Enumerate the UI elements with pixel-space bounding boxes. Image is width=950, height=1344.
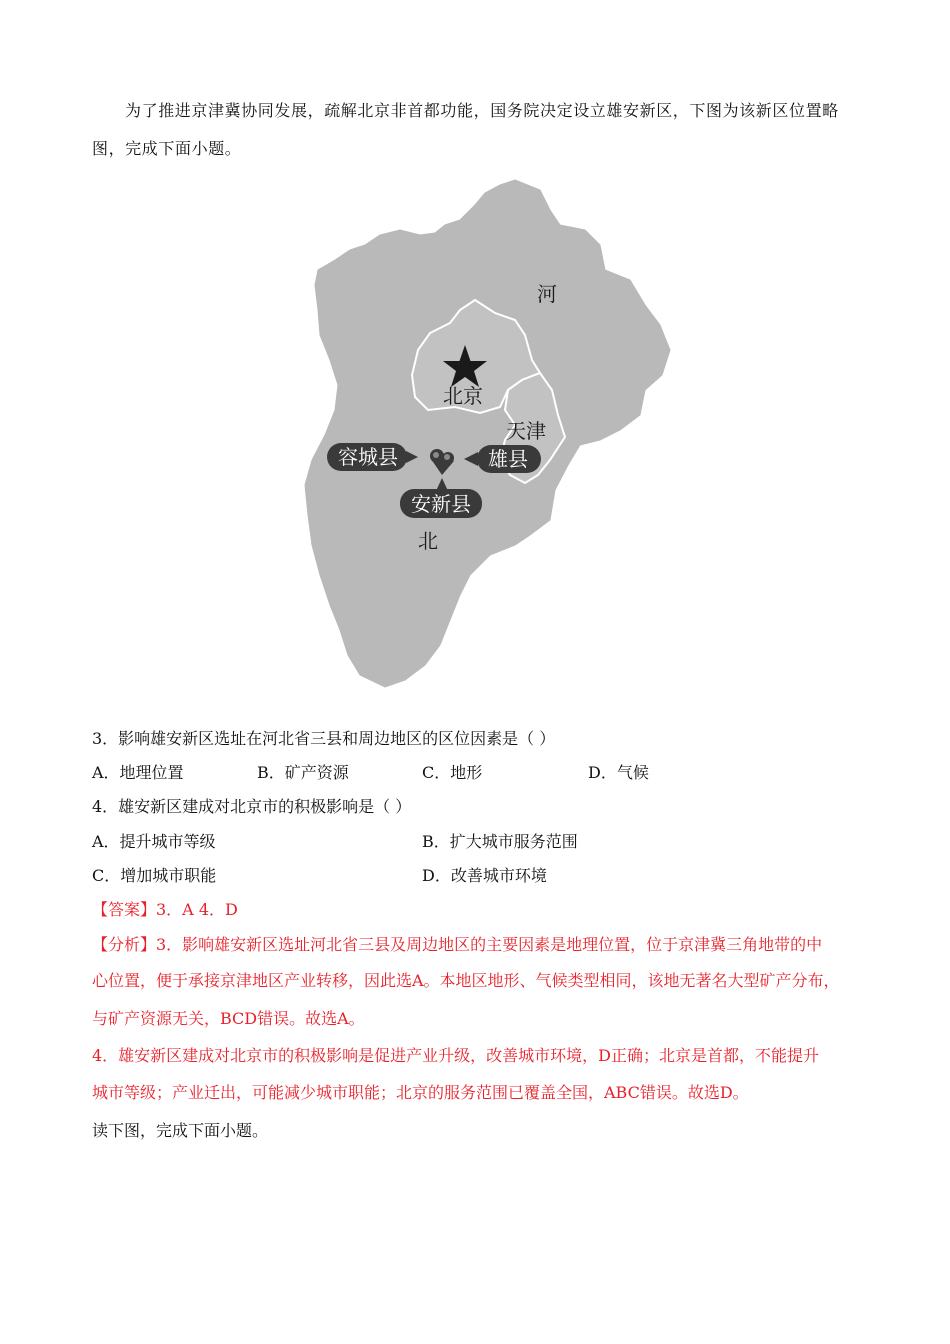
intro-line-1: 为了推进京津冀协同发展，疏解北京非首都功能，国务院决定设立雄安新区，下图为该新区位置略 [125, 101, 839, 120]
location-map [300, 175, 680, 695]
analysis-line-2: 心位置，便于承接京津地区产业转移，因此选A。本地区地形、气候类型相同，该地无著名大型矿产分布， [92, 971, 840, 990]
map-label-tianjin: 天津 [506, 419, 546, 443]
q3-option-c: C．地形 [422, 763, 483, 782]
q3-option-a: A．地理位置 [92, 763, 184, 782]
map-label-anxin: 安新县 [411, 492, 471, 516]
closing-line: 读下图，完成下面小题。 [92, 1121, 269, 1140]
map-svg [300, 175, 680, 695]
q3-option-d: D．气候 [588, 763, 649, 782]
answer-line: 【答案】3．A 4．D [92, 900, 238, 919]
map-label-rongcheng: 容城县 [338, 445, 398, 469]
question-3-stem: 3．影响雄安新区选址在河北省三县和周边地区的区位因素是（ ） [92, 729, 556, 748]
q4-option-d: D．改善城市环境 [422, 866, 547, 885]
q3-option-b: B．矿产资源 [257, 763, 349, 782]
map-label-xiongxian: 雄县 [488, 447, 528, 471]
question-4-stem: 4．雄安新区建成对北京市的积极影响是（ ） [92, 797, 412, 816]
hebei-region [305, 180, 670, 687]
intro-line-2: 图，完成下面小题。 [92, 139, 242, 158]
map-label-hebei-1: 河 [537, 282, 557, 306]
analysis-line-4: 4．雄安新区建成对北京市的积极影响是促进产业升级，改善城市环境，D正确；北京是首都，不能提升 [92, 1046, 820, 1065]
analysis-line-5: 城市等级；产业迁出，可能减少城市职能；北京的服务范围已覆盖全国，ABC错误。故选D。 [92, 1083, 749, 1102]
q4-option-a: A．提升城市等级 [92, 832, 216, 851]
map-label-beijing: 北京 [443, 384, 483, 408]
q4-option-b: B．扩大城市服务范围 [422, 832, 578, 851]
analysis-line-1: 【分析】3．影响雄安新区选址河北省三县及周边地区的主要因素是地理位置，位于京津冀三角地带的中 [92, 935, 823, 954]
analysis-line-3: 与矿产资源无关，BCD错误。故选A。 [92, 1009, 365, 1028]
map-label-hebei-2: 北 [418, 529, 438, 553]
q4-option-c: C．增加城市职能 [92, 866, 217, 885]
